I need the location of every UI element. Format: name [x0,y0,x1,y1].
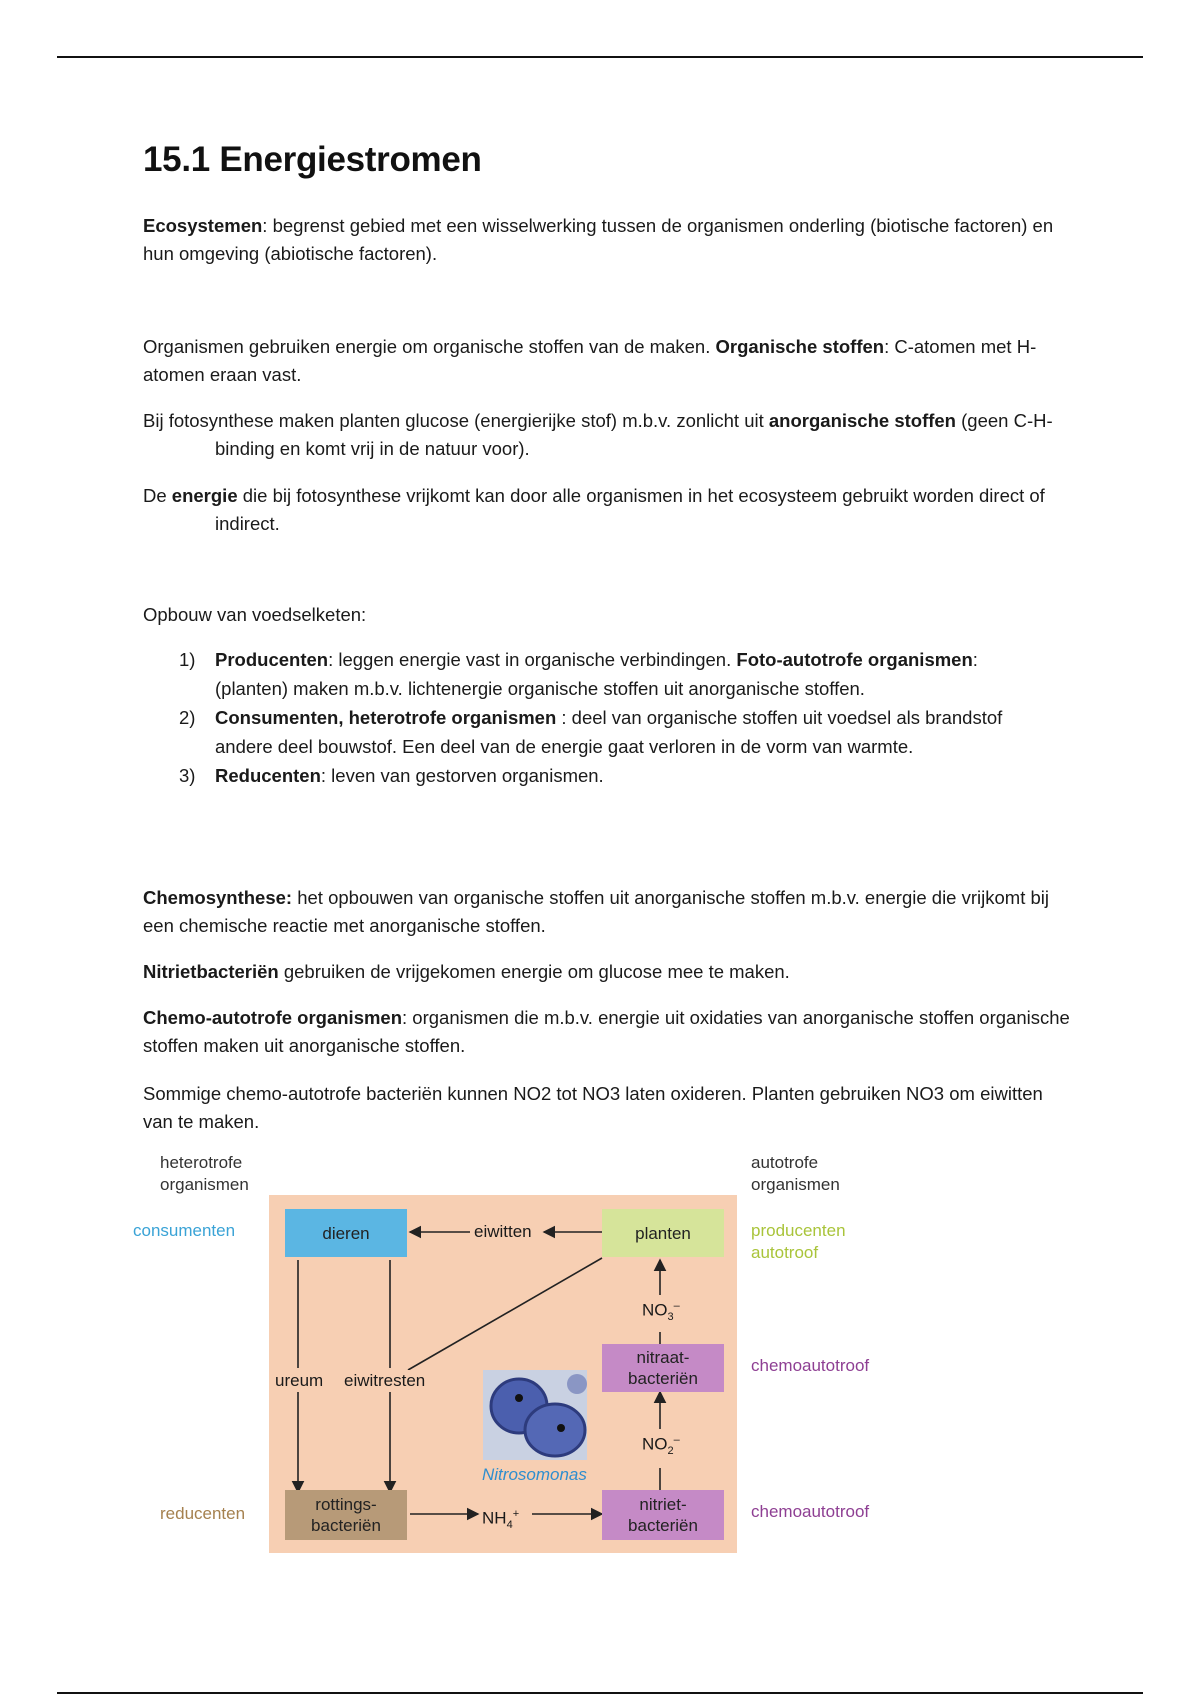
text: : organismen die m.b.v. energie uit oxidaties van anorganische stoffen organische stoffen maken uit anorganische stoffen. [143,1007,1070,1056]
text: : leven van gestorven organismen. [320,765,604,786]
bottom-rule [57,1692,1143,1694]
label-text: NO [642,1434,668,1454]
nitrogen-cycle-diagram [133,1148,890,1568]
list-item [143,761,1043,790]
term: Organische stoffen [715,336,885,357]
chemoautotroof-label-1 [751,1355,869,1377]
page-title: 15.1 Energiestromen [143,140,482,179]
text: : (planten) maken m.b.v. lichtenergie organische stoffen uit anorganische stoffen. [215,649,978,699]
eiwitresten-label [344,1370,425,1392]
list-item [143,703,1043,761]
planten-box [602,1209,724,1257]
label-line: autotroof [751,1243,819,1262]
label-text: chemoautotroof [751,1502,870,1521]
label-text: chemoautotroof [751,1356,870,1375]
text: die bij fotosynthese vrijkomt kan door alle organismen in het ecosysteem gebruikt worden direct of indirect. [215,485,1045,534]
paragraph-no2-no3: Sommige chemo-autotrofe bacteriën kunnen NO2 tot NO3 laten oxideren. Planten gebruiken NO3 om eiwitten van te maken. [143,1083,1043,1132]
reducenten-label [160,1503,245,1525]
paragraph-fotosynthese [143,407,1073,463]
label-line: heterotrofe [160,1153,243,1172]
term: Chemo-autotrofe organismen [143,1007,403,1028]
superscript: – [673,1434,680,1446]
no2-label [642,1429,680,1462]
text: : C-atomen met H-atomen eraan vast. [143,336,1037,385]
term: energie [171,485,238,506]
subscript: 4 [506,1519,513,1532]
top-rule [57,56,1143,58]
food-chain-list [143,645,1043,790]
text: De [143,485,172,506]
label-text: NO [642,1300,668,1320]
list-number: 1) [179,649,196,670]
nitraatbacterien-box [602,1344,724,1392]
term: Chemosynthese: [143,887,293,908]
paragraph-chemosynthese [143,884,1073,940]
ureum-label [275,1370,323,1392]
label-line: autotrofe [751,1153,819,1172]
text: Organismen gebruiken energie om organische stoffen van de maken. [143,336,716,357]
label-text: eiwitresten [344,1371,426,1390]
text: het opbouwen van organische stoffen uit anorganische stoffen m.b.v. energie die vrijkomt bij een chemische reactie met anorganische stoffen. [143,887,1049,936]
chemoautotroof-label-2 [751,1501,869,1523]
rottingsbacterien-box [285,1490,407,1540]
nitrosomonas-caption [482,1464,587,1486]
label-line: producenten [751,1221,846,1240]
producenten-label [751,1220,846,1264]
text: : leggen energie vast in organische verbindingen. [328,649,737,670]
term: Producenten [215,649,329,670]
label-text: consumenten [133,1221,236,1240]
nitrietbacterien-box [602,1490,724,1540]
list-number: 3) [179,765,196,786]
term: Reducenten [215,765,321,786]
box-label: nitriet- [639,1495,687,1514]
text: Bij fotosynthese maken planten glucose (energierijke stof) m.b.v. zonlicht uit [143,410,769,431]
no3-label [642,1295,680,1328]
superscript: + [512,1508,520,1520]
label-text: ureum [275,1371,324,1390]
label-line: organismen [751,1175,840,1194]
label-text: reducenten [160,1504,246,1523]
subscript: 2 [667,1445,674,1458]
label-text: NH [482,1508,507,1528]
dieren-box [285,1209,407,1257]
paragraph-ecosystemen [143,212,1073,268]
list-item [143,645,1043,703]
list-number: 2) [179,707,196,728]
text: : begrenst gebied met een wisselwerking tussen de organismen onderling (biotische factoren) en hun omgeving (abiotische factoren). [143,215,1054,264]
subscript: 3 [667,1311,674,1324]
label-line: organismen [160,1175,249,1194]
paragraph-nitrietbacterien [143,958,1073,986]
box-label: bacteriën [628,1369,698,1388]
text: gebruiken de vrijgekomen energie om glucose mee te maken. [278,961,790,982]
nitrosomonas-micrograph [483,1370,587,1460]
paragraph-energie [143,482,1073,538]
nh4-label [482,1503,519,1536]
box-label: planten [635,1223,691,1243]
term: Ecosystemen [143,215,263,236]
paragraph-chemo-autotrofe [143,1004,1073,1060]
box-label: bacteriën [311,1516,381,1535]
text: : deel van organische stoffen uit voedsel als brandstof andere deel bouwstof. Een deel van de energie gaat verloren in de vorm van warmte. [215,707,1003,757]
eiwitten-label [472,1221,534,1243]
box-label: dieren [322,1223,370,1243]
superscript: – [673,1300,680,1312]
term: anorganische stoffen [768,410,956,431]
term: Consumenten, heterotrofe organismen [215,707,557,728]
box-label: bacteriën [628,1516,698,1535]
box-label: rottings- [315,1495,377,1514]
label-text: Nitrosomonas [482,1465,587,1484]
paragraph-organische-stoffen [143,333,1073,389]
consumenten-label [133,1220,235,1242]
paragraph-opbouw: Opbouw van voedselketen: [143,604,367,625]
box-label: nitraat- [636,1348,690,1367]
bacteria-cells-image [483,1370,587,1460]
label-text: eiwitten [474,1222,532,1241]
term: Nitrietbacteriën [143,961,279,982]
text: (geen C-H-binding en komt vrij in de natuur voor). [215,410,1053,459]
term: Foto-autotrofe organismen [736,649,973,670]
